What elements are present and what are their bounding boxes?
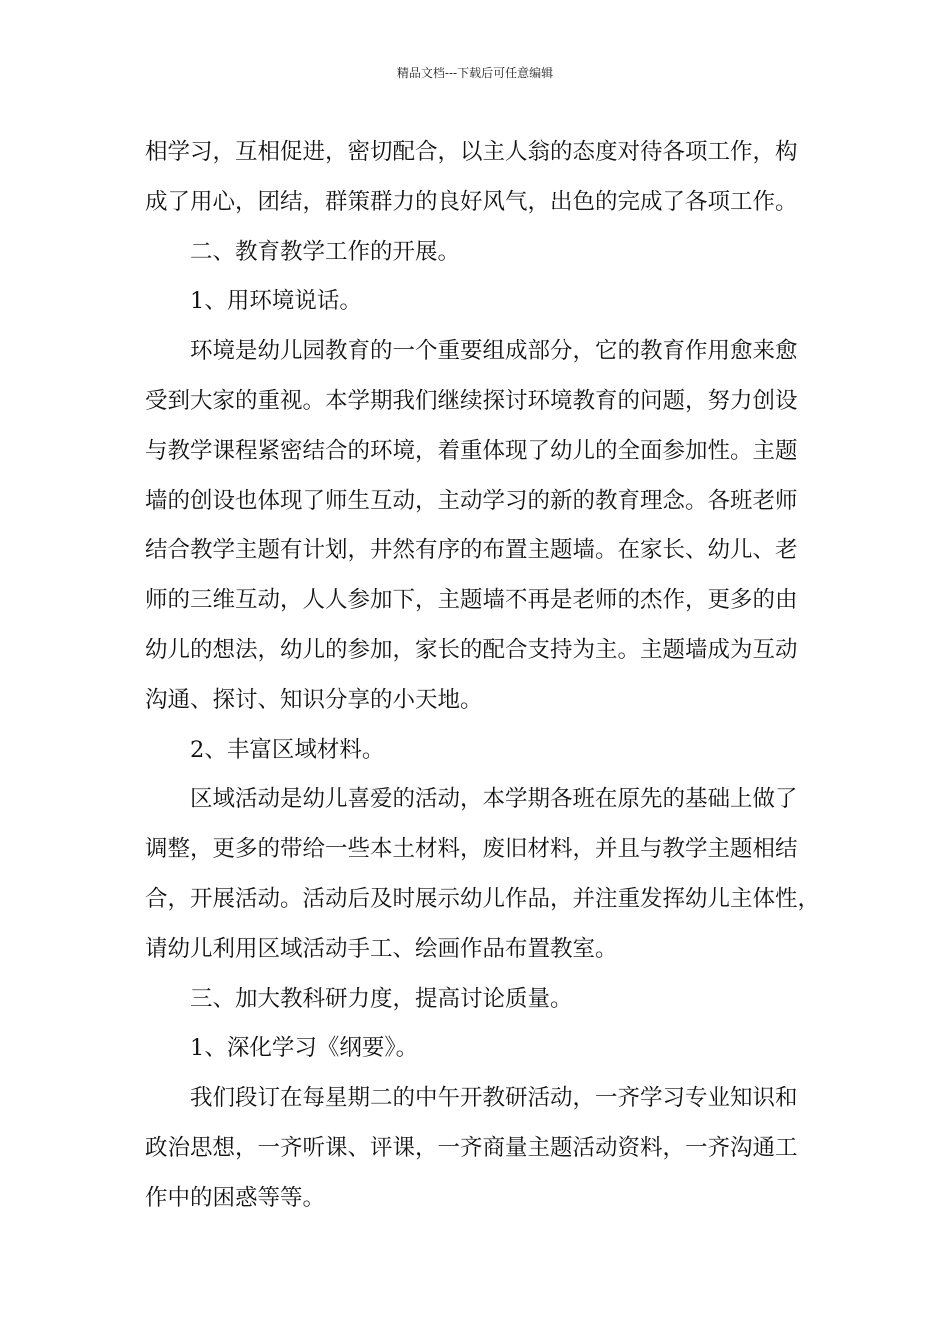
text-line: 相学习，互相促进，密切配合，以主人翁的态度对待各项工作，构	[145, 139, 798, 165]
text-line: 师的三维互动，人人参加下，主题墙不再是老师的杰作，更多的由	[145, 587, 798, 614]
text-line: 墙的创设也体现了师生互动，主动学习的新的教育理念。各班老师	[145, 487, 798, 514]
text-line: 环境是幼儿园教育的一个重要组成部分，它的教育作用愈来愈	[190, 338, 798, 365]
subsection-heading: 2、丰富区域材料。	[190, 736, 385, 763]
document-body	[145, 128, 825, 1224]
text-line: 请幼儿利用区域活动手工、绘画作品布置教室。	[145, 935, 618, 962]
text-line: 作中的困惑等等。	[145, 1184, 326, 1211]
text-line: 成了用心，团结，群策群力的良好风气，出色的完成了各项工作。	[145, 188, 798, 215]
text-line: 我们段订在每星期二的中午开教研活动，一齐学习专业知识和	[190, 1085, 798, 1112]
text-line: 幼儿的想法，幼儿的参加，家长的配合支持为主。主题墙成为互动	[145, 636, 798, 663]
text-line: 政治思想，一齐听课、评课，一齐商量主题活动资料，一齐沟通工	[145, 1134, 798, 1161]
text-line: 调整，更多的带给一些本土材料，废旧材料，并且与教学主题相结	[145, 836, 798, 863]
page-header: 精品文档---下载后可任意编辑	[396, 66, 554, 80]
text-line: 与教学课程紧密结合的环境，着重体现了幼儿的全面参加性。主题	[145, 437, 798, 464]
text-line: 受到大家的重视。本学期我们继续探讨环境教育的问题，努力创设	[145, 387, 798, 414]
subsection-heading: 1、深化学习《纲要》。	[190, 1035, 419, 1062]
text-line: 区域活动是幼儿喜爱的活动，本学期各班在原先的基础上做了	[190, 786, 798, 813]
section-heading: 二、教育教学工作的开展。	[190, 238, 461, 265]
text-line: 沟通、探讨、知识分享的小天地。	[145, 686, 483, 713]
subsection-heading: 1、用环境说话。	[190, 288, 362, 315]
text-line: 合，开展活动。活动后及时展示幼儿作品，并注重发挥幼儿主体性，	[145, 885, 821, 912]
text-line: 结合教学主题有计划，井然有序的布置主题墙。在家长、幼儿、老	[145, 537, 798, 564]
section-heading: 三、加大教科研力度，提高讨论质量。	[190, 985, 573, 1012]
